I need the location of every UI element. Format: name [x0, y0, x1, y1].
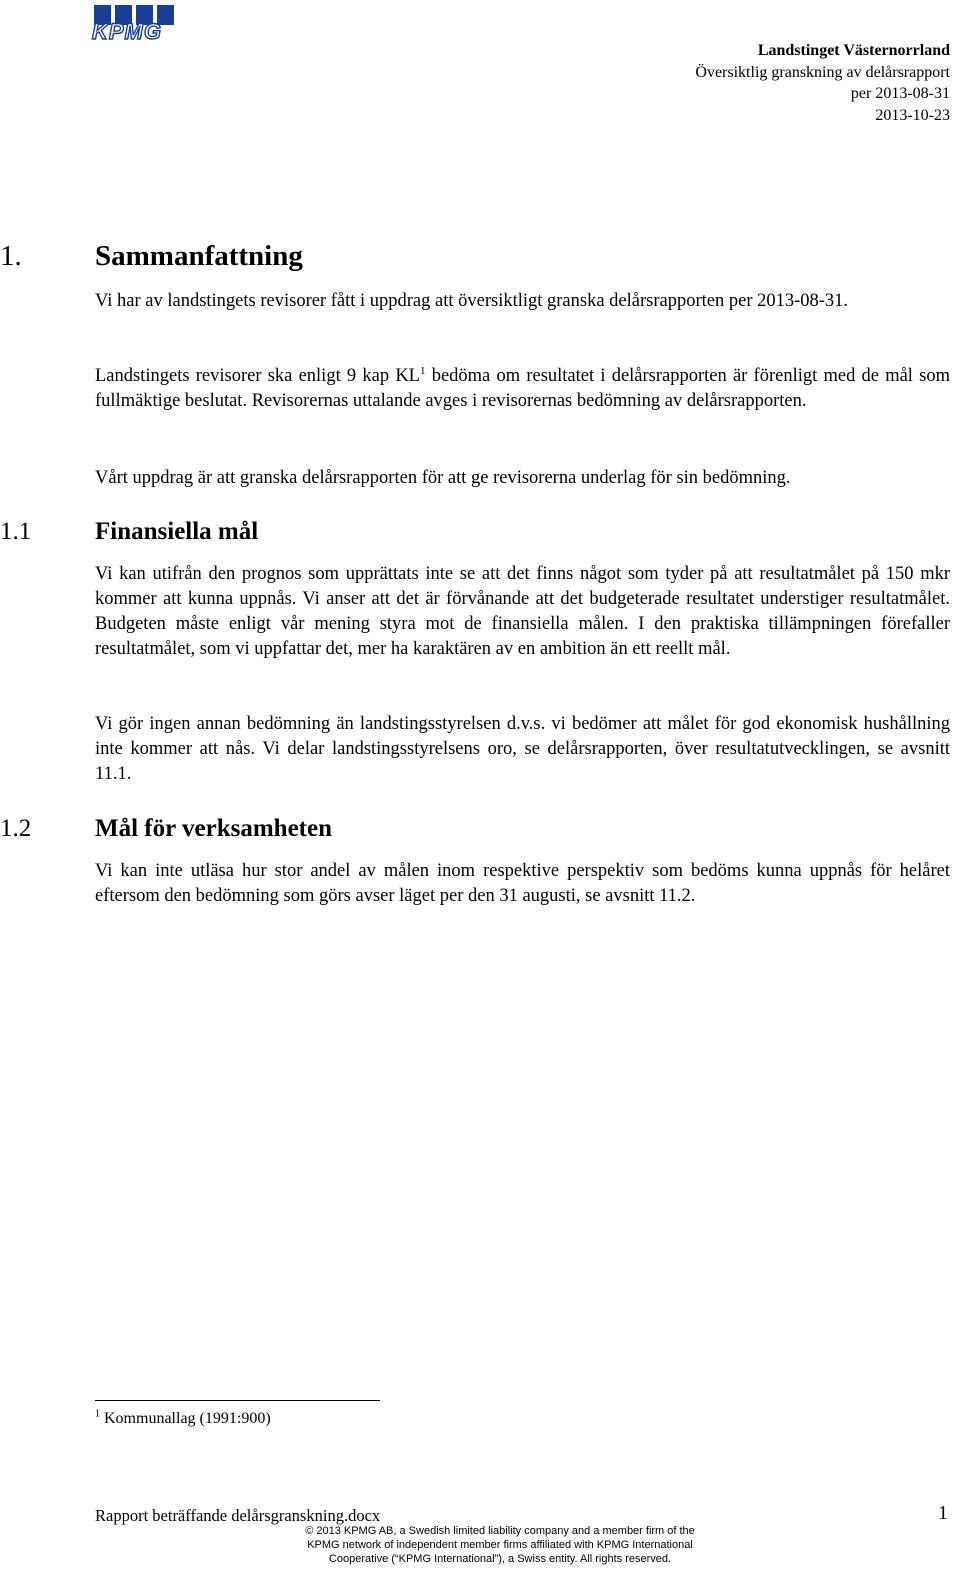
copyright-line: Cooperative (“KPMG International”), a Swiss entity. All rights reserved. — [328, 1553, 672, 1565]
section-number: 1.1 — [0, 518, 32, 545]
footnote — [95, 1408, 271, 1430]
paragraph: Vi kan inte utläsa hur stor andel av målen inom respektive perspektiv som bedöms kunna uppnås för helåret eftersom den bedömning som görs avser läget per den 31 augusti, se avsnitt 11.2. — [95, 861, 950, 906]
section-number: 1. — [0, 240, 22, 272]
paragraph — [95, 364, 950, 414]
copyright-line: © 2013 KPMG AB, a Swedish limited liability company and a member firm of the — [305, 1525, 695, 1537]
header-subtitle: Översiktlig granskning av delårsrapport — [695, 63, 950, 81]
page-number: 1 — [938, 1502, 948, 1524]
paragraph-text: Landstingets revisorer ska enligt 9 kap KL — [95, 366, 420, 386]
header-organization: Landstinget Västernorrland — [757, 42, 950, 59]
kpmg-logo — [92, 5, 182, 44]
document-header — [695, 40, 950, 126]
section-number: 1.2 — [0, 815, 32, 842]
section-title: Sammanfattning — [95, 240, 303, 272]
paragraph: Vi kan utifrån den prognos som upprättats inte se att det finns något som tyder på att resultatmålet på 150 mkr kommer att kunna uppnås. Vi anser att det är förvånande att det budgeterade resultatet understiger resultatmålet. Budgeten måste enligt vår mening styra mot de finansiella målen. I den praktiska tillämpningen förefaller resultatmålet, som vi uppfattar det, mer ha karaktären av en ambition än ett reellt mål. — [95, 564, 950, 659]
copyright-line: KPMG network of independent member firms affiliated with KPMG International — [307, 1539, 693, 1551]
section-title: Finansiella mål — [95, 518, 259, 545]
footer-copyright — [250, 1524, 750, 1566]
footnote-text: Kommunallag (1991:900) — [100, 1410, 271, 1427]
footer-filename: Rapport beträffande delårsgranskning.docx — [95, 1506, 381, 1525]
paragraph: Vårt uppdrag är att granska delårsrapporten för att ge revisorerna underlag för sin bedömning. — [95, 468, 791, 488]
footnote-number: 1 — [95, 1408, 100, 1420]
section-title: Mål för verksamheten — [95, 815, 332, 842]
header-date: 2013-10-23 — [875, 106, 950, 124]
paragraph: Vi har av landstingets revisorer fått i uppdrag att översiktligt granska delårsrapporten per 2013-08-31. — [95, 291, 849, 311]
logo-text: KPMG — [92, 19, 162, 44]
paragraph: Vi gör ingen annan bedömning än landstingsstyrelsen d.v.s. vi bedömer att målet för god ekonomisk hushållning inte kommer att nås. Vi delar landstingsstyrelsens oro, se delårsrapporten, över resultatutvecklingen, se avsnitt 11.1. — [95, 714, 950, 784]
footnote-reference[interactable]: 1 — [419, 364, 426, 377]
footnote-divider — [95, 1400, 380, 1401]
header-period: per 2013-08-31 — [850, 85, 950, 102]
paragraph-text: bedöma om resultatet i delårsrapporten är förenligt med de mål som fullmäktige beslutat. Revisorernas uttalande avges i revisorernas bedömning av delårsrapporten. — [95, 366, 950, 411]
